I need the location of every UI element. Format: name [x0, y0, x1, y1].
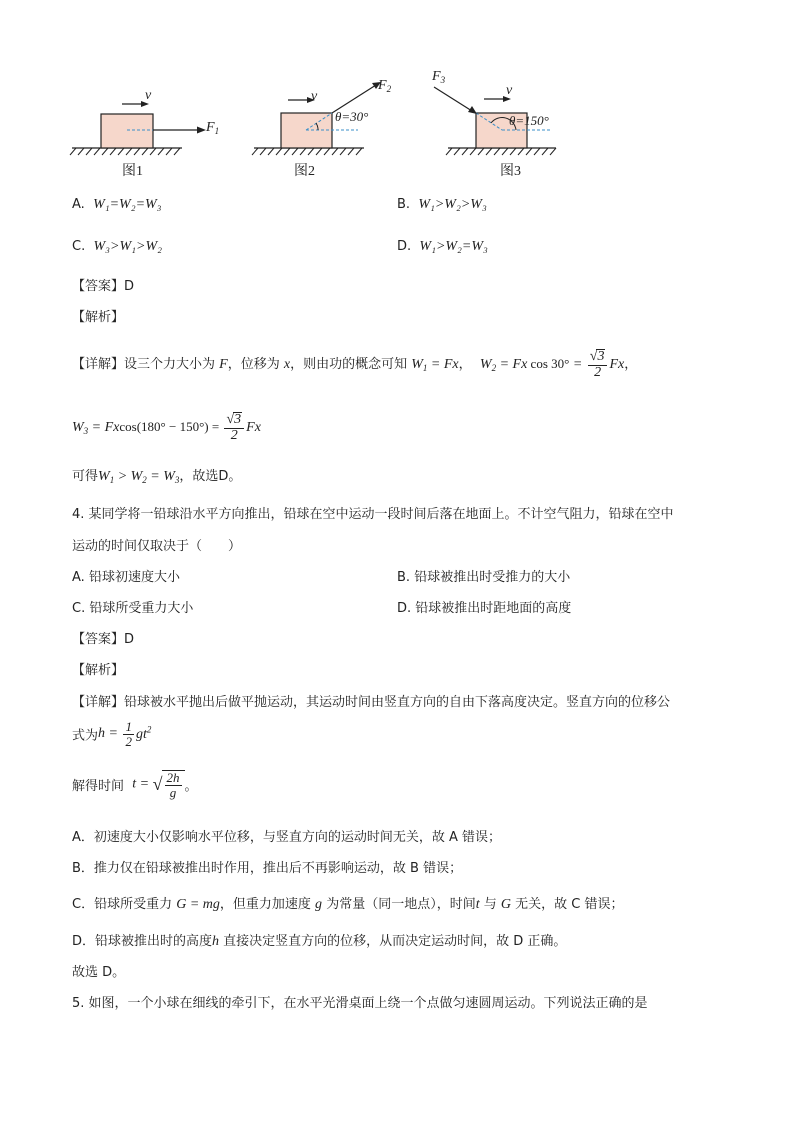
q4-reason-c: C．铅球所受重力 G = mg，但重力加速度 g 为常量（同一地点），时间t 与 G 无关，故 C 错误；	[72, 897, 624, 912]
q3-option-d: D. W₁>W₂=W₃	[397, 239, 488, 254]
q4-conclusion: 故选 D。	[72, 965, 126, 980]
velocity-label: v	[311, 89, 318, 104]
angle-label: θ=30°	[335, 109, 369, 124]
q4-answer: 【答案】D	[72, 632, 135, 647]
q4-option-a: A. 铅球初速度大小	[72, 570, 180, 585]
q3-option-b: B. W₁>W₂>W₃	[397, 197, 487, 212]
figure-caption: 图3	[500, 164, 521, 179]
q3-answer: 【答案】D	[72, 279, 135, 294]
velocity-label: v	[506, 83, 513, 98]
figure-1	[60, 88, 230, 178]
q4-stem-line1: 4. 某同学将一铅球沿水平方向推出，铅球在空中运动一段时间后落在地面上。不计空气阻力，铅球在空中	[72, 507, 674, 522]
q3-conclusion: 可得$W_1 > W_2 = W_3$，故选D。	[72, 469, 242, 485]
force-label: $F_1$	[206, 120, 220, 136]
q4-option-b: B. 铅球被推出时受推力的大小	[397, 570, 571, 585]
q5-stem: 5. 如图，一个小球在细线的牵引下，在水平光滑桌面上绕一个点做匀速圆周运动。下列说法正确的是	[72, 996, 648, 1011]
q3-option-c: C. W₃>W₁>W₂	[72, 239, 162, 254]
q4-detail-line2: 式为h = $\frac{1}{2}$ $gt^2$	[72, 719, 152, 749]
figure-2	[244, 78, 414, 178]
force-arrow-icon	[468, 106, 477, 114]
q4-solve: 解得时间 t = √ $\frac{2h}{g}$ 。	[72, 770, 198, 800]
q4-stem-line2: 运动的时间仅取决于（ ）	[72, 539, 242, 554]
angle-label: θ=150°	[509, 113, 549, 128]
force-label: $F_2$	[378, 78, 392, 94]
q4-option-c: C. 铅球所受重力大小	[72, 601, 194, 616]
q4-reason-a: A．初速度大小仅影响水平位移，与竖直方向的运动时间无关，故 A 错误；	[72, 830, 502, 845]
q3-detail: 【详解】设三个力大小为 F，位移为 x，则由功的概念可知 $W_1 = Fx$， $W_2 = Fx$ cos 30° = $\frac{√3}{2}$ Fx，	[72, 349, 638, 380]
figure-caption: 图1	[122, 164, 143, 179]
q3-analysis: 【解析】	[72, 310, 125, 325]
force-label: $F_3$	[432, 69, 446, 85]
figure-3	[420, 66, 590, 178]
q3-option-a: A. W₁=W₂=W₃	[72, 197, 162, 212]
q3-w3-formula: $W_3 = Fxcos(180^\circ - 150^\circ)$ = $\frac{√3}{2}$ Fx	[72, 412, 261, 443]
q4-detail-line1: 【详解】铅球被水平抛出后做平抛运动，其运动时间由竖直方向的自由下落高度决定。竖直方向的位移公	[72, 695, 671, 710]
q4-option-d: D. 铅球被推出时距地面的高度	[397, 601, 572, 616]
q4-reason-d: D．铅球被推出时的高度h 直接决定竖直方向的位移，从而决定运动时间，故 D 正确。	[72, 934, 567, 949]
figure-caption: 图2	[294, 164, 315, 179]
block	[101, 114, 153, 148]
q4-reason-b: B．推力仅在铅球被推出时作用，推出后不再影响运动，故 B 错误；	[72, 861, 463, 876]
force-arrow-icon	[197, 127, 206, 134]
q4-analysis: 【解析】	[72, 663, 125, 678]
velocity-label: v	[145, 88, 152, 103]
